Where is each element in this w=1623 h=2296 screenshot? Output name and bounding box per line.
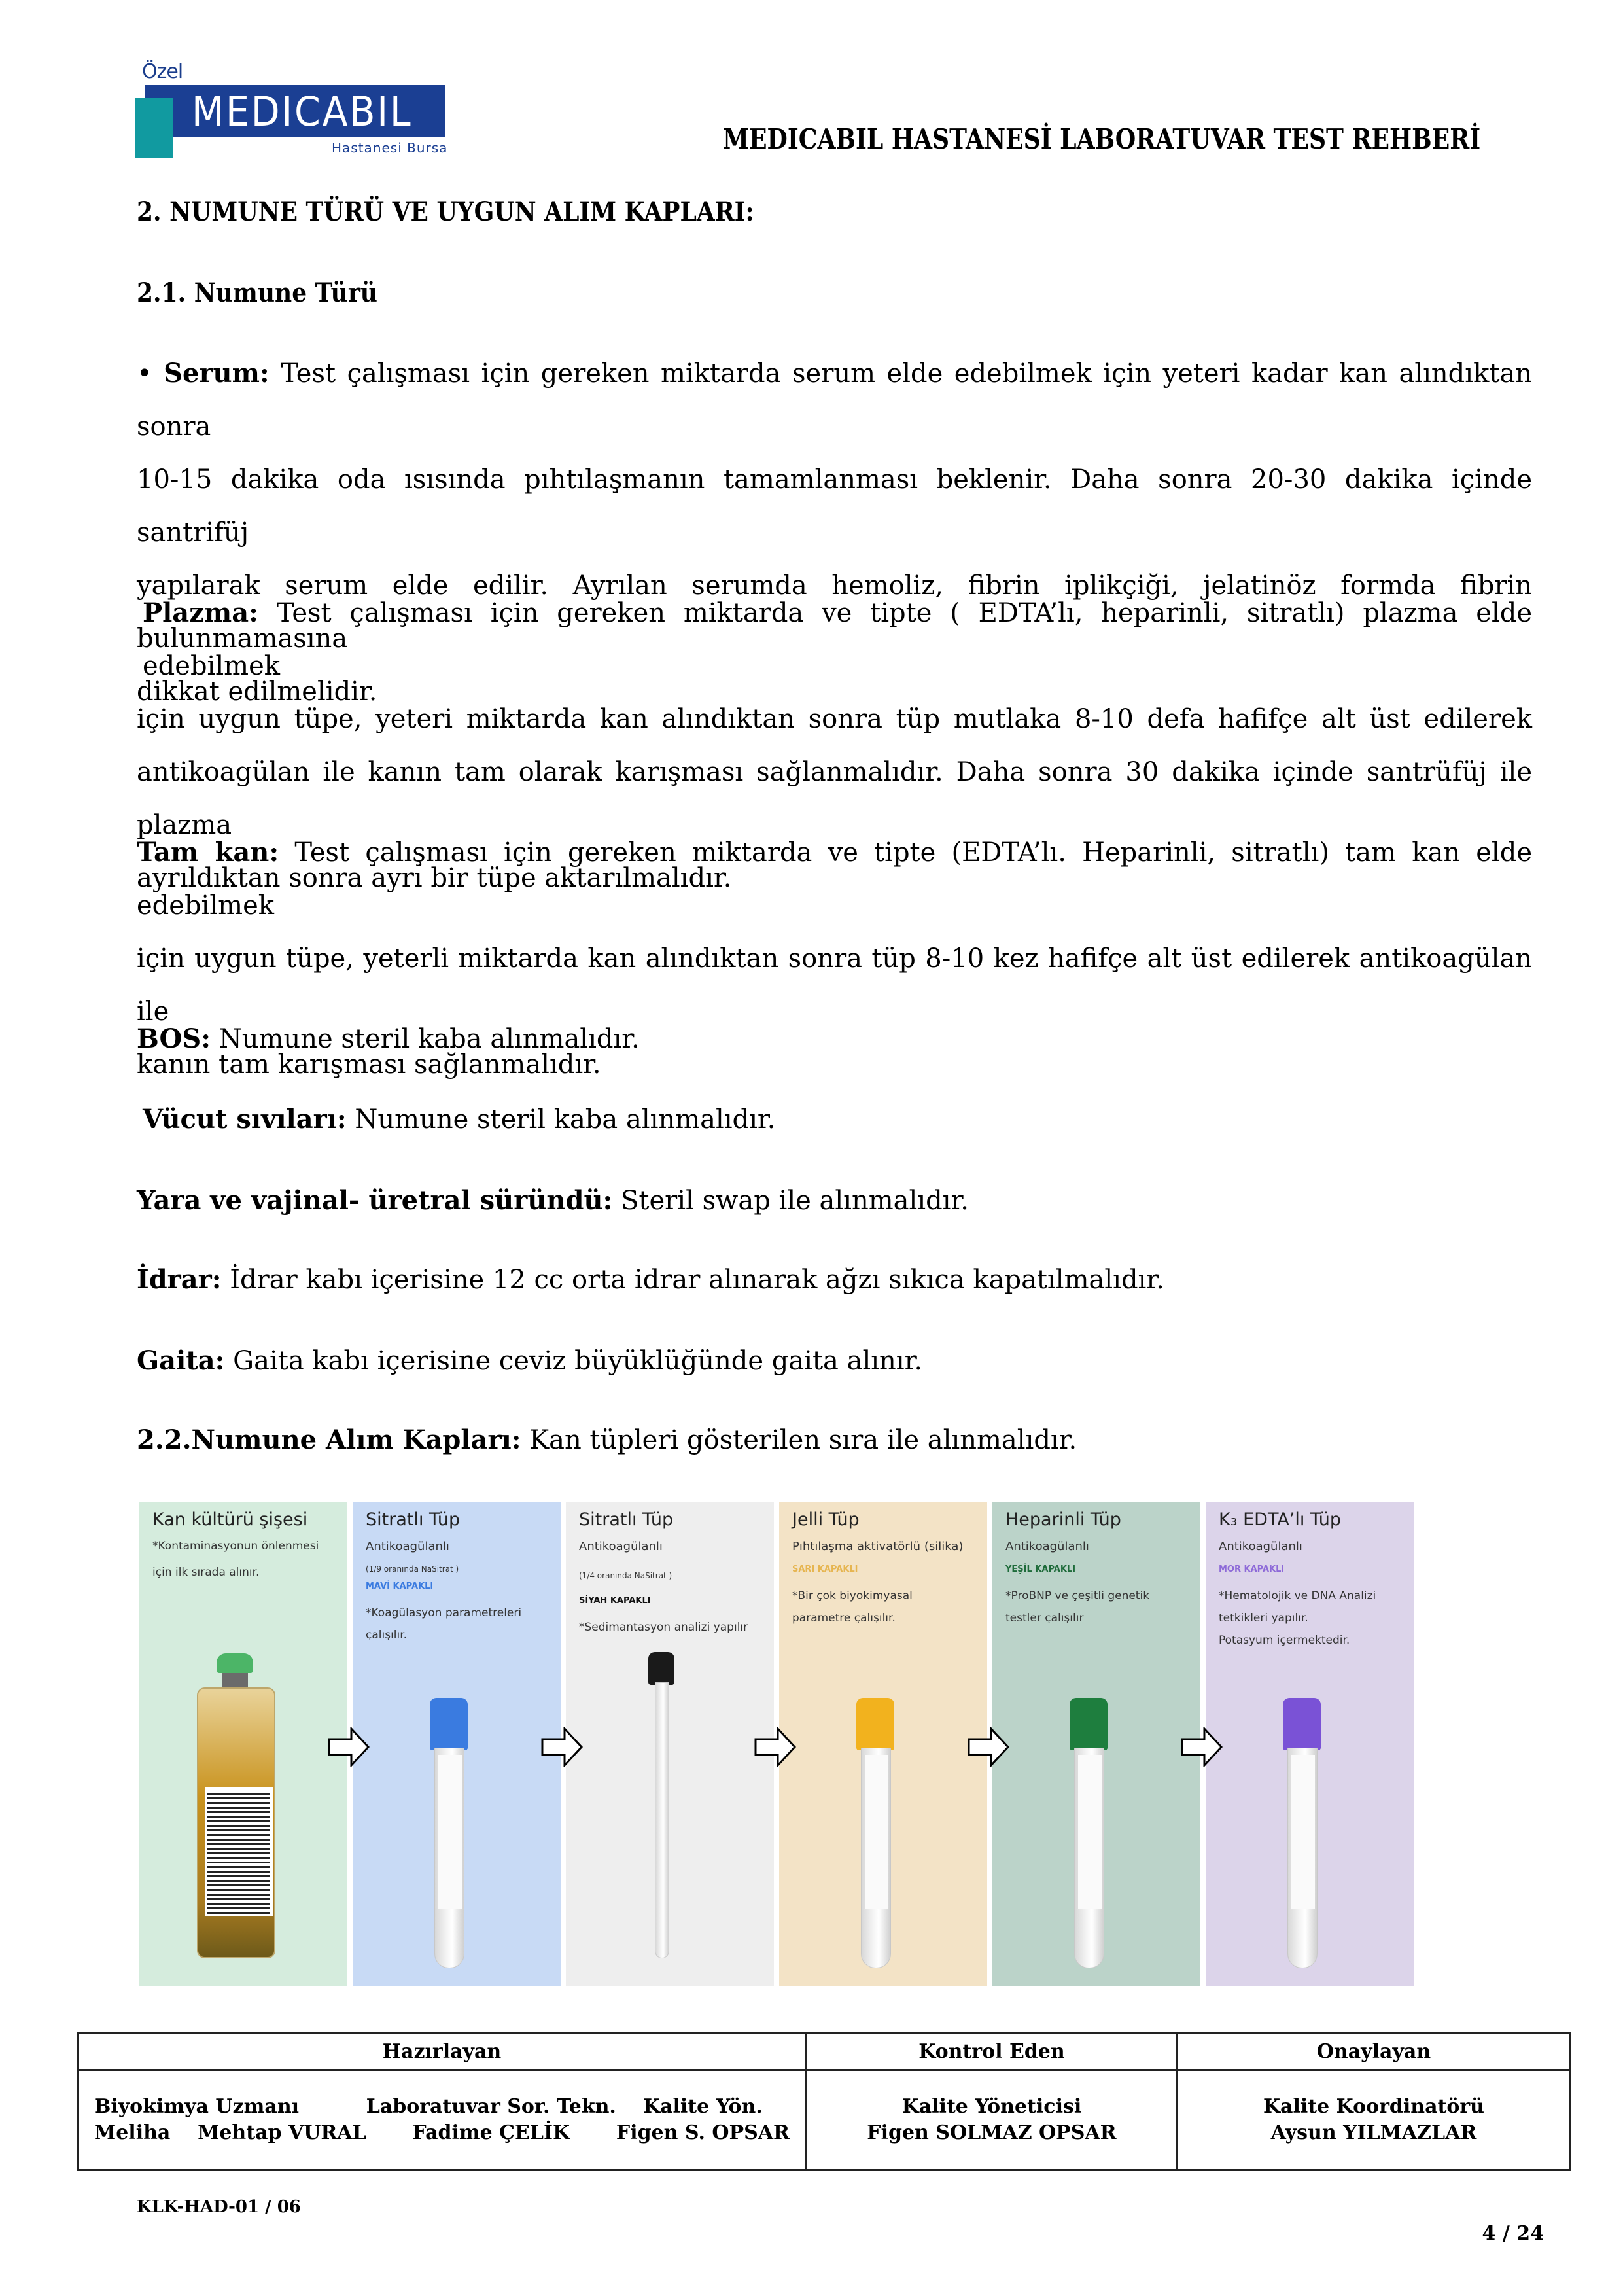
tube-panel <box>779 1502 987 1986</box>
tube-body <box>655 1682 669 1958</box>
tube-title: K₃ EDTA’lı Tüp <box>1219 1510 1342 1530</box>
tam-kan-line: kanın tam karışması sağlanmalıdır. <box>137 1050 601 1080</box>
subsection-heading: 2.1. Numune Türü <box>137 277 377 308</box>
tube-order-figure <box>139 1502 1417 1986</box>
tube-body <box>197 1687 275 1958</box>
vucut-text: Numune steril kaba alınmalıdır. <box>355 1104 776 1135</box>
tam-kan-line: için uygun tüpe, yeterli miktarda kan alındıktan sonra tüp 8-10 kez hafifçe alt üst edilerek antikoagülan ile <box>137 944 1532 1027</box>
tube-note: *ProBNP ve çeşitli genetik <box>1005 1589 1150 1602</box>
tube-subtitle: Antikoagülanlı <box>579 1540 663 1553</box>
arrow-right-icon <box>328 1727 370 1767</box>
preparer-role: Laboratuvar Sor. Tekn. <box>366 2095 616 2118</box>
header-prepared: Hazırlayan <box>78 2033 807 2070</box>
tube-cap <box>648 1652 674 1685</box>
tube-cap-label: MOR KAPAKLI <box>1219 1564 1285 1574</box>
tube-subtitle: Antikoagülanlı <box>1005 1540 1089 1553</box>
yara-text: Steril swap ile alınmalıdır. <box>621 1186 969 1216</box>
tube-cap <box>1070 1698 1108 1750</box>
tube-title: Sitratlı Tüp <box>366 1510 461 1530</box>
tube-cap <box>856 1698 894 1750</box>
tube-title: Jelli Tüp <box>792 1510 860 1530</box>
tube-label <box>1077 1755 1102 1909</box>
tam-kan-line: Test çalışması için gereken miktarda ve tipte (EDTA’lı. Heparinli, sitratlı) tam kan elde edebilmek <box>137 838 1533 921</box>
tube-cap-label: SARI KAPAKLI <box>792 1564 858 1574</box>
preparer-name: Figen S. OPSAR <box>616 2121 790 2144</box>
arrow-right-icon <box>754 1727 796 1767</box>
tube-cap-label: MAVİ KAPAKLI <box>366 1581 434 1591</box>
plazma-line: antikoagülan ile kanın tam olarak karışması sağlanmalıdır. Daha sonra 30 dakika içinde santrüfüj ile plazma <box>137 757 1532 840</box>
tube-title: Kan kültürü şişesi <box>152 1510 308 1530</box>
containers-label: 2.2.Numune Alım Kapları: <box>137 1424 521 1455</box>
tube-body <box>1287 1748 1318 1968</box>
approver-name: Aysun YILMAZLAR <box>1270 2121 1477 2144</box>
arrow-right-icon <box>968 1727 1009 1767</box>
serum-line: dikkat edilmelidir. <box>137 677 377 707</box>
bos-label: BOS: <box>137 1023 211 1054</box>
tube-cap-label: SİYAH KAPAKLI <box>579 1596 651 1606</box>
tube-subtitle: Pıhtılaşma aktivatörlü (silika) <box>792 1540 964 1553</box>
document-title: MEDICABIL HASTANESİ LABORATUVAR TEST REHBERİ <box>723 123 1481 155</box>
tube-note: *Kontaminasyonun önlenmesi <box>152 1540 319 1553</box>
plazma-line: için uygun tüpe, yeteri miktarda kan alındıktan sonra tüp mutlaka 8-10 defa hafifçe alt üst edilerek <box>137 704 1532 734</box>
tube-ratio: (1/9 oranında NaSitrat ) <box>366 1564 459 1574</box>
serum-line: Test çalışması için gereken miktarda serum elde edebilmek için yeteri kadar kan alındıktan sonra <box>137 359 1533 442</box>
hospital-logo <box>135 60 449 157</box>
tube-body <box>861 1748 891 1968</box>
tube-note: *Sedimantasyon analizi yapılır <box>579 1621 748 1634</box>
vucut-label: Vücut sıvıları: <box>143 1104 347 1135</box>
section-heading: 2. NUMUNE TÜRÜ VE UYGUN ALIM KAPLARI: <box>137 196 754 227</box>
idrar-text: İdrar kabı içerisine 12 cc orta idrar alınarak ağzı sıkıca kapatılmalıdır. <box>230 1265 1164 1295</box>
arrow-right-icon <box>541 1727 583 1767</box>
gaita-label: Gaita: <box>137 1345 225 1376</box>
bottle-neck <box>222 1672 248 1689</box>
logo-subtitle: Hastanesi Bursa <box>332 140 448 156</box>
yara-item <box>137 1174 969 1227</box>
logo-teal-square <box>135 98 173 158</box>
plazma-line: ayrıldıktan sonra ayrı bir tüpe aktarılmalıdır. <box>137 863 732 893</box>
preparer-name: Meliha Mehtap VURAL <box>94 2121 366 2144</box>
controller-role: Kalite Yöneticisi <box>901 2095 1082 2118</box>
tube-note: Potasyum içermektedir. <box>1219 1634 1350 1647</box>
tube-label <box>864 1755 888 1909</box>
tube-label <box>1291 1755 1315 1909</box>
preparer-name: Fadime ÇELİK <box>412 2121 570 2144</box>
vucut-item <box>143 1093 775 1146</box>
logo-prefix: Özel <box>142 60 183 83</box>
tube-panel <box>353 1502 561 1986</box>
bos-item <box>137 1012 640 1066</box>
tube-note: testler çalışılır <box>1005 1612 1084 1625</box>
yara-label: Yara ve vajinal- üretral süründü: <box>137 1185 613 1216</box>
tube-note: için ilk sırada alınır. <box>152 1566 260 1579</box>
signature-table <box>77 2032 1571 2171</box>
header-controlled: Kontrol Eden <box>806 2033 1177 2070</box>
tube-ratio: (1/4 oranında NaSitrat ) <box>579 1571 672 1580</box>
preparer-role: Biyokimya Uzmanı <box>94 2095 300 2118</box>
tube-note: tetkikleri yapılır. <box>1219 1612 1308 1625</box>
tube-note: çalışılır. <box>366 1629 408 1642</box>
tam-kan-label: Tam kan: <box>137 837 279 868</box>
tube-note: *Koagülasyon parametreleri <box>366 1606 522 1619</box>
prepared-cell <box>78 2070 807 2170</box>
plazma-label: Plazma: <box>143 597 258 628</box>
preparer <box>94 2094 366 2146</box>
tube-cap <box>217 1653 253 1673</box>
controlled-cell <box>806 2070 1177 2170</box>
preparer-role: Kalite Yön. <box>643 2095 763 2118</box>
tube-title: Sitratlı Tüp <box>579 1510 674 1530</box>
idrar-item <box>137 1253 1164 1307</box>
tube-panel <box>566 1502 774 1986</box>
containers-text: Kan tüpleri gösterilen sıra ile alınmalıdır. <box>529 1425 1077 1455</box>
gaita-item <box>137 1334 922 1388</box>
serum-line: yapılarak serum elde edilir. Ayrılan serumda hemoliz, fibrin iplikçiği, jelatinöz formda fibrin bulunmamasına <box>137 571 1532 654</box>
preparer <box>616 2094 790 2146</box>
tube-cap <box>1283 1698 1321 1750</box>
preparer <box>366 2094 616 2146</box>
approver-role: Kalite Koordinatörü <box>1263 2095 1484 2118</box>
document-code: KLK-HAD-01 / 06 <box>137 2197 301 2217</box>
tube-panel <box>992 1502 1200 1986</box>
gaita-text: Gaita kabı içerisine ceviz büyüklüğünde gaita alınır. <box>233 1346 923 1376</box>
containers-item <box>137 1413 1077 1467</box>
bullet: • <box>137 359 152 389</box>
serum-label: Serum: <box>164 358 270 389</box>
tube-body <box>1074 1748 1104 1968</box>
approved-cell <box>1177 2070 1570 2170</box>
logo-brand: MEDICABIL <box>191 88 413 135</box>
controller-name: Figen SOLMAZ OPSAR <box>867 2121 1117 2144</box>
header-approved: Onaylayan <box>1177 2033 1570 2070</box>
idrar-label: İdrar: <box>137 1264 222 1295</box>
tube-cap <box>430 1698 468 1750</box>
tube-cap-label: YEŞİL KAPAKLI <box>1005 1564 1076 1574</box>
tube-panel <box>1206 1502 1414 1986</box>
tube-title: Heparinli Tüp <box>1005 1510 1121 1530</box>
tube-label <box>438 1755 462 1909</box>
tube-panel <box>139 1502 347 1986</box>
tube-note: parametre çalışılır. <box>792 1612 896 1625</box>
bos-text: Numune steril kaba alınmalıdır. <box>218 1024 640 1054</box>
tube-body <box>434 1748 464 1968</box>
tube-subtitle: Antikoagülanlı <box>366 1540 449 1553</box>
barcode-label <box>205 1787 273 1916</box>
page-number: 4 / 24 <box>1482 2222 1544 2245</box>
tube-subtitle: Antikoagülanlı <box>1219 1540 1302 1553</box>
tube-note: *Bir çok biyokimyasal <box>792 1589 913 1602</box>
plazma-line: Test çalışması için gereken miktarda ve tipte ( EDTA’lı, heparinli, sitratlı) plazma elde edebilmek <box>143 598 1533 681</box>
arrow-right-icon <box>1181 1727 1223 1767</box>
tube-note: *Hematolojik ve DNA Analizi <box>1219 1589 1376 1602</box>
serum-line: 10-15 dakika oda ısısında pıhtılaşmanın tamamlanması beklenir. Daha sonra 20-30 dakika içinde santrifüj <box>137 465 1532 548</box>
